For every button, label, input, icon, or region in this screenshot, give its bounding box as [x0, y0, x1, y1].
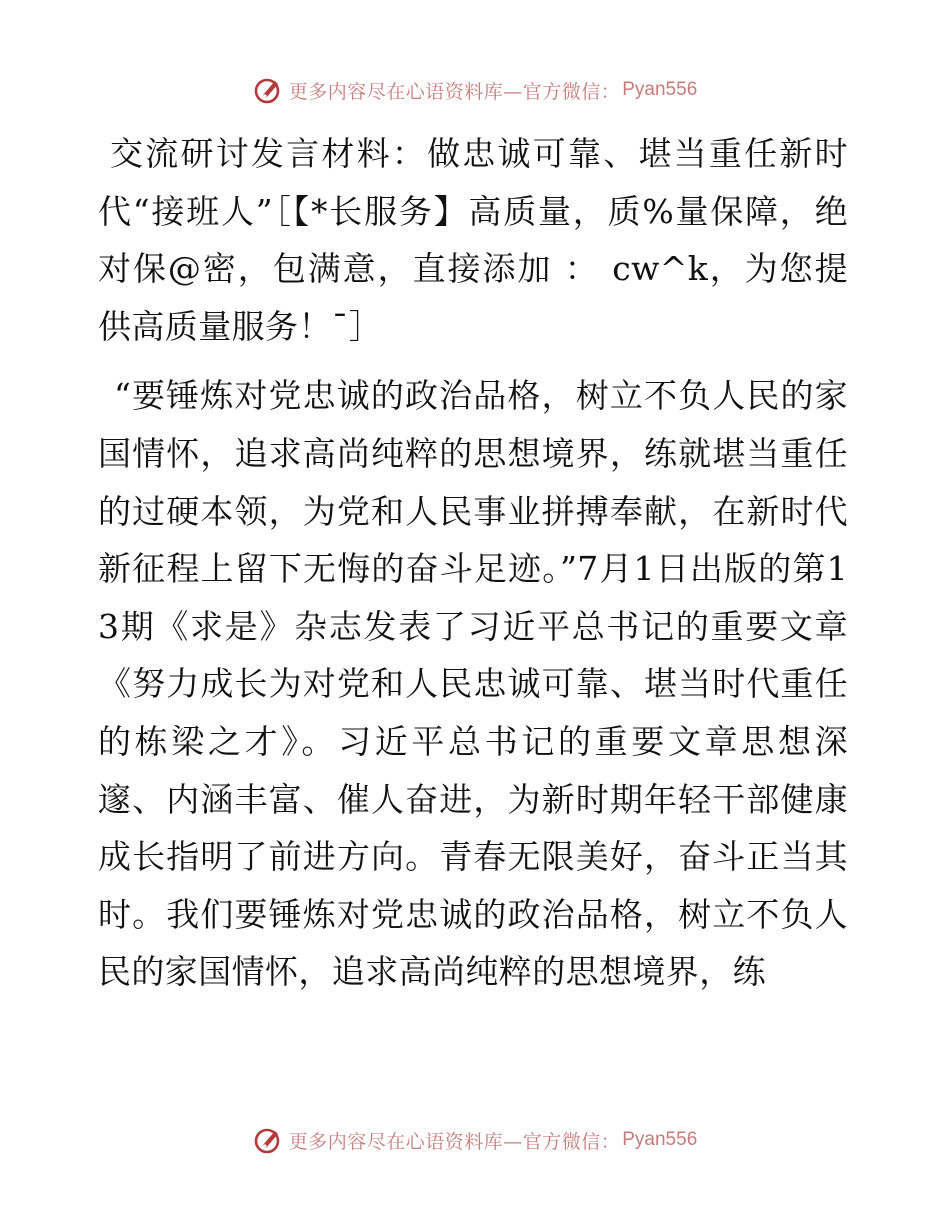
- pen-nib-circle-logo-icon: [253, 1125, 283, 1155]
- document-body: [98, 125, 848, 1001]
- footer-banner: [0, 1120, 950, 1160]
- header-banner: [0, 70, 950, 110]
- footer-banner-text: 更多内容尽在心语资料库—官方微信：: [288, 1130, 621, 1153]
- title-paragraph: 交流研讨发言材料：做忠诚可靠、堪当重任新时代“接班人”［【*长服务】高质量，质%量保障，绝对保@密，包满意，直接添加 ： cw^k，为您提供高质量服务！¯］: [98, 134, 848, 346]
- header-banner-text: 更多内容尽在心语资料库—官方微信：: [288, 80, 621, 103]
- footer-wechat-id: Pyan556: [622, 1129, 698, 1150]
- body-paragraph: “要锤炼对党忠诚的政治品格，树立不负人民的家国情怀，追求高尚纯粹的思想境界，练就堪当重任的过硬本领，为党和人民事业拼搏奉献，在新时代新征程上留下无悔的奋斗足迹。”7月1日出版的第13期《求是》杂志发表了习近平总书记的重要文章《努力成长为对党和人民忠诚可靠、堪当时代重任的栋梁之才》。习近平总书记的重要文章思想深邃、内涵丰富、催人奋进，为新时期年轻干部健康成长指明了前进方向。青春无限美好，奋斗正当其时。我们要锤炼对党忠诚的政治品格，树立不负人民的家国情怀，追求高尚纯粹的思想境界，练: [98, 376, 848, 992]
- header-wechat-id: Pyan556: [622, 79, 698, 100]
- pen-nib-circle-logo-icon: [253, 75, 283, 105]
